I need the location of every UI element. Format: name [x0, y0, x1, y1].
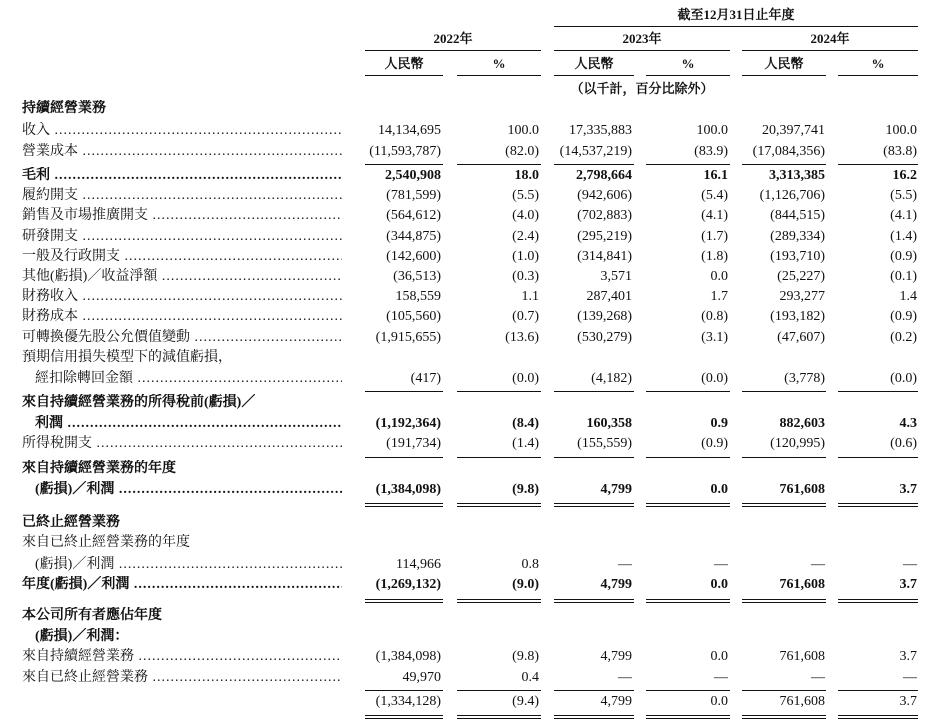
cell-rmb-2022: 14,134,695	[378, 123, 441, 138]
row-label: (虧損)／利潤 .....	[35, 481, 342, 499]
cell-pct-2023: 0.0	[710, 482, 728, 497]
single-rule	[838, 391, 918, 392]
cell-rmb-2022: (11,593,787)	[369, 144, 441, 159]
row-label: 銷售及市場推廣開支 .....	[22, 207, 342, 225]
cell-rmb-2024: (844,515)	[770, 208, 825, 223]
row-label: 毛利 .....	[22, 167, 342, 185]
cell-rmb-2024: 293,277	[779, 289, 825, 304]
header-rule	[554, 26, 918, 27]
year-rule-2024	[742, 50, 918, 51]
cell-rmb-2022: (142,600)	[386, 249, 441, 264]
cell-pct-2023: 100.0	[696, 123, 728, 138]
single-rule	[365, 164, 443, 165]
cell-rmb-2023: —	[618, 557, 632, 572]
single-rule	[838, 690, 918, 691]
sub-rule	[646, 75, 730, 76]
pct-header-2022: %	[492, 56, 506, 71]
row-label: 預期信用損失模型下的減值虧損，	[22, 350, 232, 365]
double-rule	[554, 599, 634, 603]
cell-pct-2022: (2.4)	[512, 229, 539, 244]
period-header: 截至12月31日止年度	[677, 7, 795, 22]
single-rule	[365, 690, 443, 691]
double-rule	[646, 503, 730, 507]
cell-pct-2022: (0.0)	[512, 371, 539, 386]
cell-pct-2022: (1.0)	[512, 249, 539, 264]
cell-pct-2024: 16.2	[892, 168, 917, 183]
single-rule	[457, 457, 541, 458]
cell-pct-2022: (0.3)	[512, 269, 539, 284]
row-label: 營業成本 .....	[22, 143, 342, 161]
sub-rule	[742, 75, 826, 76]
single-rule	[742, 391, 826, 392]
cell-rmb-2022: (191,734)	[386, 436, 441, 451]
cell-rmb-2024: (1,126,706)	[759, 188, 825, 203]
cell-rmb-2024: 761,608	[779, 482, 825, 497]
year-2022-header: 2022年	[433, 31, 473, 46]
single-rule	[554, 391, 634, 392]
single-rule	[742, 690, 826, 691]
single-rule	[646, 164, 730, 165]
row-label: 其他(虧損)／收益淨額 .....	[22, 268, 342, 286]
cell-rmb-2024: (17,084,356)	[752, 144, 825, 159]
double-rule	[646, 715, 730, 719]
sub-rule	[554, 75, 634, 76]
cell-pct-2022: (9.8)	[512, 649, 539, 664]
units-note: （以千計，百分比除外）	[570, 81, 714, 96]
cell-rmb-2022: 114,966	[396, 557, 441, 572]
cell-pct-2023: (1.8)	[701, 249, 728, 264]
cell-rmb-2022: (417)	[410, 371, 441, 386]
year-2023-header: 2023年	[622, 31, 662, 46]
cell-rmb-2023: (139,268)	[577, 309, 632, 324]
cell-pct-2022: 0.8	[521, 557, 539, 572]
cell-pct-2023: (1.7)	[701, 229, 728, 244]
cell-rmb-2022: (1,915,655)	[375, 330, 441, 345]
single-rule	[646, 690, 730, 691]
cell-pct-2024: (0.0)	[890, 371, 917, 386]
cell-rmb-2023: (295,219)	[577, 229, 632, 244]
cell-rmb-2023: (4,182)	[591, 371, 632, 386]
double-rule	[646, 599, 730, 603]
row-label: 履約開支 .....	[22, 187, 342, 205]
cell-rmb-2023: (530,279)	[577, 330, 632, 345]
row-label: (虧損)／利潤 .....	[35, 556, 342, 574]
cell-pct-2023: (83.9)	[694, 144, 728, 159]
cell-rmb-2022: (105,560)	[386, 309, 441, 324]
cell-pct-2022: (9.0)	[512, 577, 539, 592]
cell-rmb-2023: 3,571	[600, 269, 632, 284]
row-label: 一般及行政開支 .....	[22, 248, 342, 266]
cell-rmb-2023: —	[618, 670, 632, 685]
sub-rule	[365, 75, 443, 76]
double-rule	[838, 503, 918, 507]
cell-pct-2022: (9.4)	[512, 694, 539, 709]
cell-pct-2024: (0.1)	[890, 269, 917, 284]
double-rule	[457, 599, 541, 603]
cell-pct-2023: (3.1)	[701, 330, 728, 345]
cell-pct-2024: (5.5)	[890, 188, 917, 203]
row-label: 來自持續經營業務 .....	[22, 648, 342, 666]
cell-rmb-2024: (289,334)	[770, 229, 825, 244]
cell-pct-2023: 0.9	[710, 416, 728, 431]
single-rule	[838, 457, 918, 458]
cell-rmb-2022: (1,269,132)	[375, 577, 441, 592]
cell-rmb-2024: 20,397,741	[762, 123, 825, 138]
cell-pct-2024: 3.7	[899, 649, 917, 664]
double-rule	[838, 599, 918, 603]
cell-pct-2023: (0.8)	[701, 309, 728, 324]
row-label: 經扣除轉回金額 .....	[35, 370, 342, 388]
double-rule	[365, 599, 443, 603]
cell-rmb-2024: (193,182)	[770, 309, 825, 324]
single-rule	[646, 391, 730, 392]
cell-pct-2023: 0.0	[710, 649, 728, 664]
cell-rmb-2024: —	[811, 670, 825, 685]
double-rule	[742, 503, 826, 507]
cell-pct-2022: (0.7)	[512, 309, 539, 324]
cell-pct-2023: —	[714, 670, 728, 685]
cell-rmb-2023: (314,841)	[577, 249, 632, 264]
cell-pct-2024: —	[903, 670, 917, 685]
row-label: 來自持續經營業務的所得稅前(虧損)／	[22, 395, 256, 410]
row-label: 本公司所有者應佔年度	[22, 608, 162, 623]
single-rule	[457, 690, 541, 691]
cell-pct-2024: 4.3	[899, 416, 917, 431]
double-rule	[365, 715, 443, 719]
double-rule	[365, 503, 443, 507]
cell-pct-2024: (0.2)	[890, 330, 917, 345]
row-label: (虧損)／利潤：	[35, 629, 129, 644]
single-rule	[457, 164, 541, 165]
cell-rmb-2024: 882,603	[779, 416, 825, 431]
cell-rmb-2023: 4,799	[600, 577, 632, 592]
row-label: 所得稅開支 .....	[22, 435, 342, 453]
cell-pct-2023: 16.1	[703, 168, 728, 183]
cell-rmb-2022: 158,559	[395, 289, 441, 304]
cell-pct-2022: (8.4)	[512, 416, 539, 431]
double-rule	[457, 715, 541, 719]
single-rule	[365, 457, 443, 458]
double-rule	[742, 599, 826, 603]
currency-header-2024: 人民幣	[764, 56, 804, 71]
cell-pct-2023: (5.4)	[701, 188, 728, 203]
cell-rmb-2023: (155,559)	[577, 436, 632, 451]
cell-rmb-2022: 2,540,908	[385, 168, 441, 183]
cell-rmb-2024: 761,608	[779, 649, 825, 664]
cell-rmb-2024: 3,313,385	[769, 168, 825, 183]
cell-rmb-2023: 4,799	[600, 482, 632, 497]
double-rule	[554, 715, 634, 719]
cell-rmb-2023: (702,883)	[577, 208, 632, 223]
row-label: 已終止經營業務	[22, 515, 120, 530]
cell-pct-2022: (9.8)	[512, 482, 539, 497]
cell-pct-2023: 1.7	[710, 289, 728, 304]
cell-pct-2024: (0.6)	[890, 436, 917, 451]
cell-rmb-2023: 4,799	[600, 649, 632, 664]
cell-rmb-2024: (25,227)	[777, 269, 825, 284]
single-rule	[457, 391, 541, 392]
single-rule	[554, 690, 634, 691]
single-rule	[365, 391, 443, 392]
row-label: 來自已終止經營業務的年度	[22, 535, 190, 550]
cell-rmb-2022: (344,875)	[386, 229, 441, 244]
cell-rmb-2023: (942,606)	[577, 188, 632, 203]
cell-pct-2022: (4.0)	[512, 208, 539, 223]
cell-pct-2024: (1.4)	[890, 229, 917, 244]
pct-header-2023: %	[681, 56, 695, 71]
cell-rmb-2022: (781,599)	[386, 188, 441, 203]
cell-rmb-2023: 2,798,664	[576, 168, 632, 183]
cell-pct-2024: 1.4	[899, 289, 917, 304]
cell-rmb-2022: 49,970	[402, 670, 441, 685]
cell-rmb-2022: (1,192,364)	[375, 416, 441, 431]
cell-rmb-2023: (14,537,219)	[559, 144, 632, 159]
cell-pct-2022: (82.0)	[505, 144, 539, 159]
row-label: 來自已終止經營業務 .....	[22, 669, 342, 687]
row-label: 利潤 .....	[35, 415, 342, 433]
cell-rmb-2024: (47,607)	[777, 330, 825, 345]
cell-rmb-2023: 287,401	[586, 289, 632, 304]
row-label: 研發開支 .....	[22, 228, 342, 246]
sub-rule	[457, 75, 541, 76]
cell-pct-2022: 18.0	[514, 168, 539, 183]
cell-rmb-2024: 761,608	[779, 577, 825, 592]
row-label: 來自持續經營業務的年度	[22, 461, 176, 476]
row-label: 財務成本 .....	[22, 308, 342, 326]
cell-rmb-2024: —	[811, 557, 825, 572]
cell-pct-2023: 0.0	[710, 694, 728, 709]
single-rule	[646, 457, 730, 458]
cell-pct-2022: (5.5)	[512, 188, 539, 203]
cell-pct-2024: (83.8)	[883, 144, 917, 159]
year-rule-2023	[554, 50, 730, 51]
cell-rmb-2023: 4,799	[600, 694, 632, 709]
cell-pct-2023: —	[714, 557, 728, 572]
single-rule	[742, 164, 826, 165]
single-rule	[742, 457, 826, 458]
cell-rmb-2022: (1,384,098)	[375, 649, 441, 664]
row-label: 持續經營業務	[22, 101, 106, 116]
cell-pct-2024: 100.0	[885, 123, 917, 138]
cell-rmb-2022: (36,513)	[393, 269, 441, 284]
double-rule	[457, 503, 541, 507]
cell-rmb-2024: 761,608	[779, 694, 825, 709]
pct-header-2024: %	[871, 56, 885, 71]
single-rule	[554, 457, 634, 458]
year-2024-header: 2024年	[810, 31, 850, 46]
row-label: 年度(虧損)／利潤 .....	[22, 576, 342, 594]
cell-pct-2022: (1.4)	[512, 436, 539, 451]
cell-pct-2023: (0.0)	[701, 371, 728, 386]
cell-pct-2023: (4.1)	[701, 208, 728, 223]
cell-rmb-2024: (120,995)	[770, 436, 825, 451]
cell-pct-2022: 0.4	[521, 670, 539, 685]
cell-rmb-2024: (3,778)	[784, 371, 825, 386]
sub-rule	[838, 75, 918, 76]
cell-pct-2023: 0.0	[710, 577, 728, 592]
single-rule	[554, 164, 634, 165]
cell-pct-2024: (0.9)	[890, 309, 917, 324]
cell-rmb-2023: 160,358	[586, 416, 632, 431]
double-rule	[838, 715, 918, 719]
cell-pct-2024: 3.7	[899, 482, 917, 497]
cell-pct-2024: 3.7	[899, 577, 917, 592]
cell-rmb-2024: (193,710)	[770, 249, 825, 264]
cell-pct-2022: 1.1	[521, 289, 539, 304]
cell-pct-2023: 0.0	[710, 269, 728, 284]
cell-pct-2024: 3.7	[899, 694, 917, 709]
cell-rmb-2023: 17,335,883	[569, 123, 632, 138]
row-label: 財務收入 .....	[22, 288, 342, 306]
year-rule-2022	[365, 50, 541, 51]
currency-header-2023: 人民幣	[574, 56, 614, 71]
cell-pct-2024: —	[903, 557, 917, 572]
row-label: 收入 .....	[22, 122, 342, 140]
cell-rmb-2022: (1,334,128)	[375, 694, 441, 709]
double-rule	[554, 503, 634, 507]
cell-rmb-2022: (564,612)	[386, 208, 441, 223]
cell-rmb-2022: (1,384,098)	[375, 482, 441, 497]
row-label: 可轉換優先股公允價值變動 .....	[22, 329, 342, 347]
cell-pct-2022: (13.6)	[505, 330, 539, 345]
cell-pct-2023: (0.9)	[701, 436, 728, 451]
currency-header-2022: 人民幣	[384, 56, 424, 71]
cell-pct-2024: (4.1)	[890, 208, 917, 223]
double-rule	[742, 715, 826, 719]
cell-pct-2022: 100.0	[507, 123, 539, 138]
single-rule	[838, 164, 918, 165]
cell-pct-2024: (0.9)	[890, 249, 917, 264]
